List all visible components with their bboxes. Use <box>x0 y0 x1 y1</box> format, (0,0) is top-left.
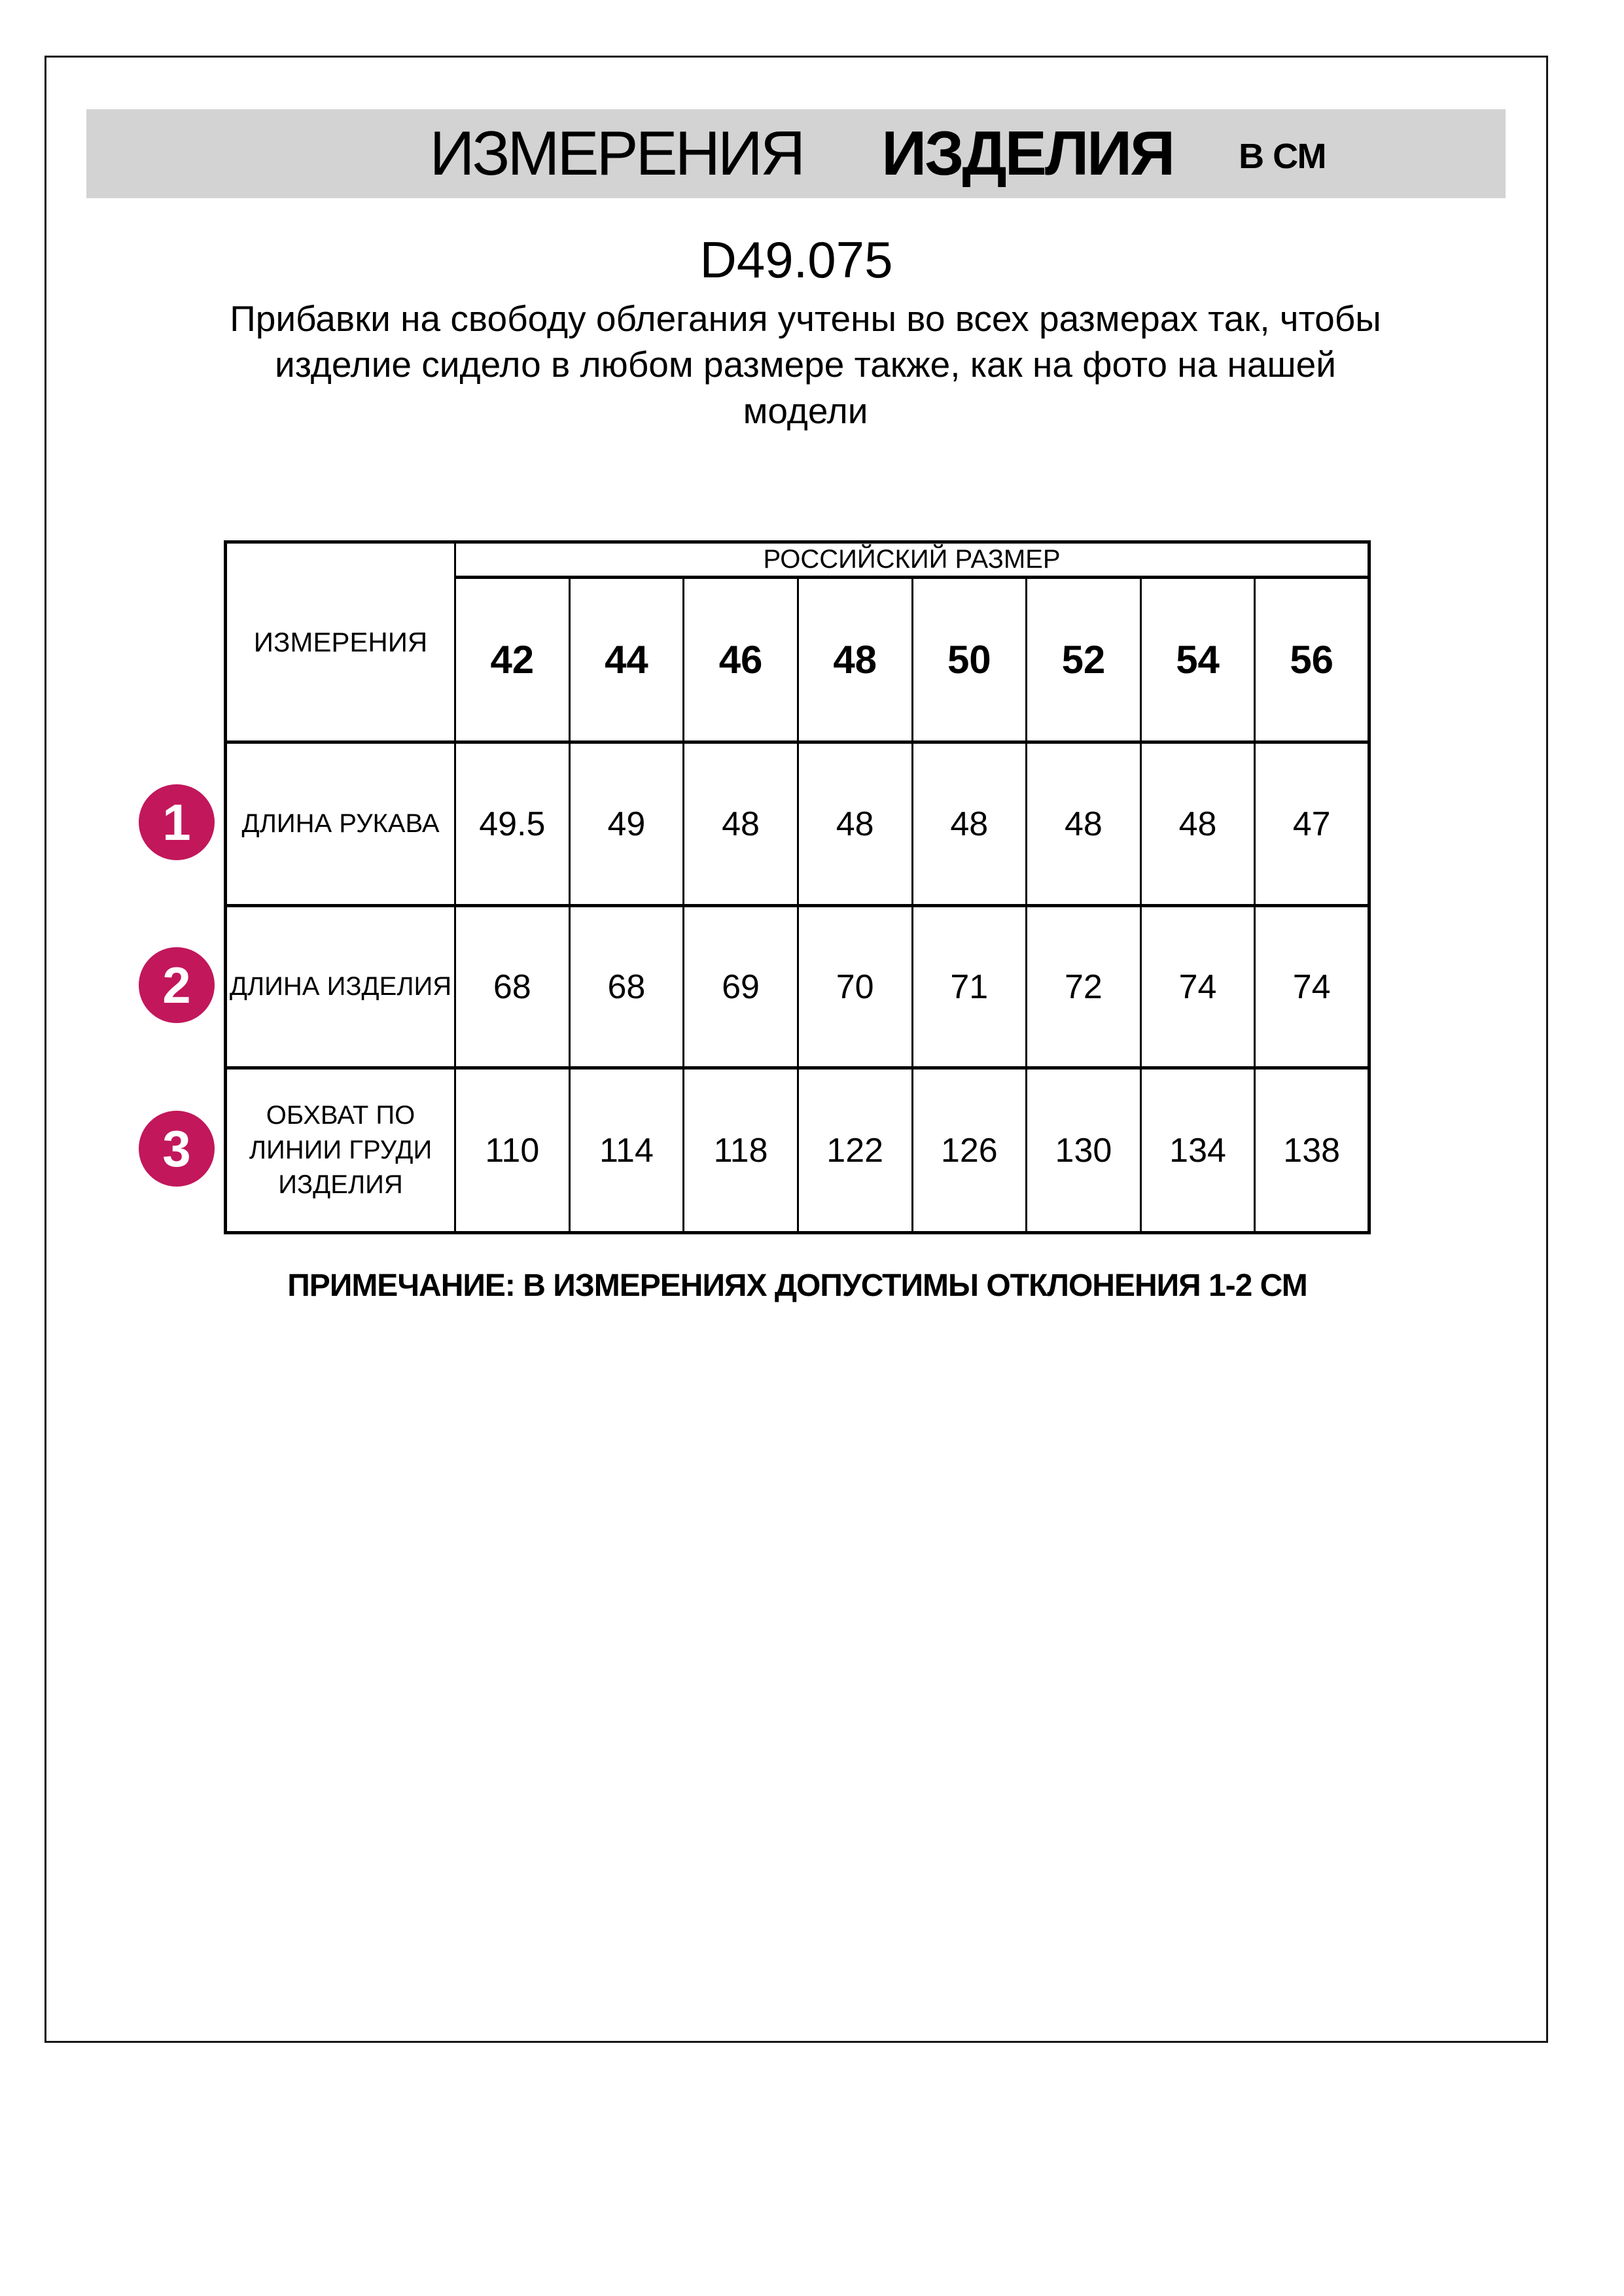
table-cell: 74 <box>1140 906 1255 1068</box>
table-cell: 48 <box>912 742 1027 906</box>
table-cell: 71 <box>912 906 1027 1068</box>
table-cell: 74 <box>1255 906 1369 1068</box>
row-label: ОБХВАТ ПО ЛИНИИ ГРУДИ ИЗДЕЛИЯ <box>226 1068 455 1233</box>
table-cell: 122 <box>798 1068 912 1233</box>
table-row-sleeve-length <box>226 742 1369 906</box>
size-group-header-row <box>226 542 1369 578</box>
table-cell: 134 <box>1140 1068 1255 1233</box>
table-cell: 118 <box>684 1068 798 1233</box>
page-title-word2: ИЗДЕЛИЯ <box>881 118 1174 188</box>
table-cell: 126 <box>912 1068 1027 1233</box>
size-table <box>224 540 1371 1234</box>
table-cell: 49 <box>569 742 684 906</box>
table-cell: 138 <box>1255 1068 1369 1233</box>
size-header-46: 46 <box>684 578 798 742</box>
row-marker-3-number: 3 <box>162 1120 191 1177</box>
title-unit-label: В СМ <box>1239 137 1326 176</box>
table-cell: 68 <box>455 906 570 1068</box>
title-band <box>86 109 1506 198</box>
fit-description: Прибавки на свободу облегания учтены во всех размерах так, чтобы изделие сидело в любом размере также, как на фото на нашей модели <box>230 298 1381 431</box>
row-label: ДЛИНА РУКАВА <box>226 742 455 906</box>
size-header-52: 52 <box>1027 578 1141 742</box>
row-marker-3 <box>139 1111 215 1187</box>
table-cell: 114 <box>569 1068 684 1233</box>
table-cell: 48 <box>798 742 912 906</box>
page-title-word1: ИЗМЕРЕНИЯ <box>429 118 803 188</box>
size-group-header: РОССИЙСКИЙ РАЗМЕР <box>455 542 1369 578</box>
table-cell: 48 <box>1027 742 1141 906</box>
row-marker-2 <box>139 947 215 1023</box>
table-corner-label: ИЗМЕРЕНИЯ <box>226 542 455 742</box>
table-cell: 69 <box>684 906 798 1068</box>
table-cell: 110 <box>455 1068 570 1233</box>
size-header-54: 54 <box>1140 578 1255 742</box>
size-header-56: 56 <box>1255 578 1369 742</box>
size-header-42: 42 <box>455 578 570 742</box>
table-cell: 49.5 <box>455 742 570 906</box>
tolerance-note: ПРИМЕЧАНИЕ: В ИЗМЕРЕНИЯХ ДОПУСТИМЫ ОТКЛОНЕНИЯ 1-2 СМ <box>287 1268 1307 1303</box>
table-cell: 68 <box>569 906 684 1068</box>
table-cell: 70 <box>798 906 912 1068</box>
table-row-chest-girth <box>226 1068 1369 1233</box>
table-cell: 48 <box>1140 742 1255 906</box>
size-header-50: 50 <box>912 578 1027 742</box>
row-marker-1 <box>139 784 215 860</box>
size-header-48: 48 <box>798 578 912 742</box>
row-marker-2-number: 2 <box>162 956 191 1014</box>
size-header-44: 44 <box>569 578 684 742</box>
product-code: D49.075 <box>699 231 893 288</box>
table-row-item-length <box>226 906 1369 1068</box>
table-cell: 48 <box>684 742 798 906</box>
table-cell: 47 <box>1255 742 1369 906</box>
row-label: ДЛИНА ИЗДЕЛИЯ <box>226 906 455 1068</box>
table-cell: 130 <box>1027 1068 1141 1233</box>
row-marker-1-number: 1 <box>162 793 191 851</box>
table-cell: 72 <box>1027 906 1141 1068</box>
